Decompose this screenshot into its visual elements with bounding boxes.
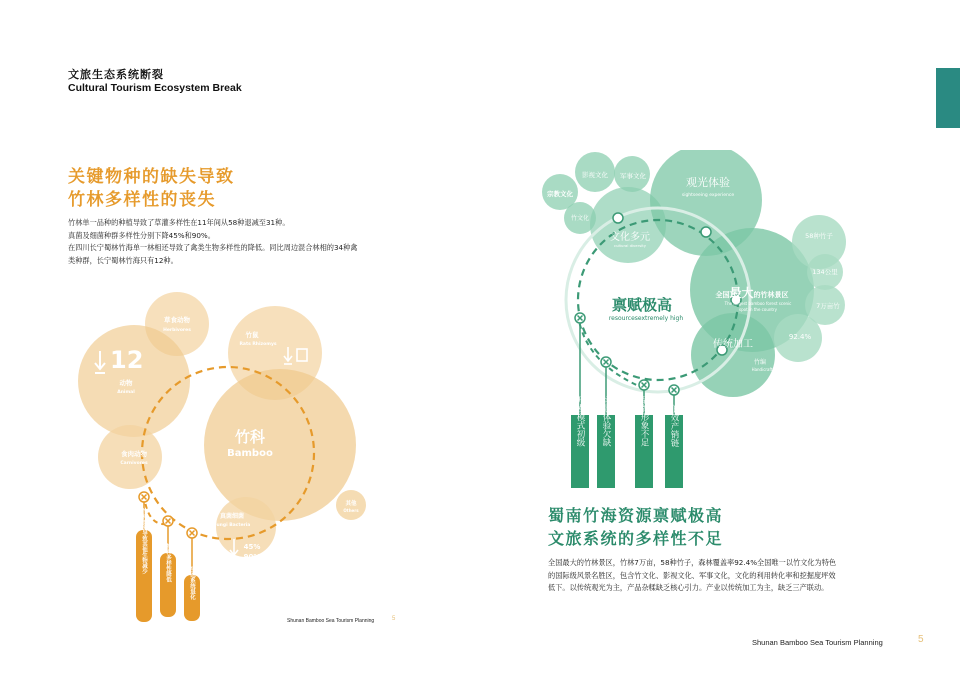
other-label-cn: 其他 [345, 501, 357, 507]
sightseeing-label-cn: 观光体验 [686, 176, 730, 189]
biodiversity-loss-diagram [60, 285, 390, 630]
bamboo-rat-label-en: Rats Rhizomys [239, 342, 277, 347]
stat-forest: 7万亩竹 [816, 302, 840, 310]
effect-bar-1-label: 竹林扩张导致其他生物减少 [141, 508, 147, 574]
left-paragraph: 竹林单一品种的种植导致了草灌多样性在11年间从58种退减至31种。 真菌及细菌种群多样性分别下降45%和90%。 在四川长宁蜀林竹海单一林相还导致了禽类生物多样性的降低。同比周边混合林相的34种禽 类种群，长宁蜀林竹海只有12种。 [68, 218, 358, 265]
left-footer-text: Shunan Bamboo Sea Tourism Planning [287, 618, 375, 624]
fungi-label-en: Fungi Bacteria [213, 523, 251, 528]
right-page-number: 5 [918, 634, 924, 645]
stat-area: 134公里 [812, 268, 838, 276]
section-title-en: Cultural Tourism Ecosystem Break [68, 82, 242, 94]
traditional-label-cn: 传统加工 [713, 339, 753, 350]
traditional-label-2: Handicraft [751, 367, 773, 372]
largest-scenic-label-en-1: The largest bamboo forest scenic [724, 301, 792, 306]
effect-bar-3-label: 生态系统退化 [189, 566, 195, 600]
herbivore-label-cn: 草食动物 [164, 316, 190, 324]
bamboo-rat-label-cn: 竹鼠 [245, 331, 259, 339]
x-marker-icon [639, 380, 649, 390]
resources-label-en: resourcesextremely high [608, 315, 684, 322]
largest-scenic-label-en-2: spot in the country [739, 307, 777, 312]
x-marker-icon [601, 357, 611, 367]
x-marker-icon [669, 385, 679, 395]
x-marker-icon [575, 313, 585, 323]
left-title-line2: 竹林多样性的丧失 [68, 190, 216, 210]
left-title-line1: 关键物种的缺失导致 [68, 167, 235, 187]
animal-bubble [78, 325, 190, 437]
issue-bar-1-label: 开发模式初级 [575, 395, 585, 447]
resource-diversity-diagram [540, 150, 850, 500]
animal-label-cn: 动物 [119, 379, 133, 387]
issue-bar-2-label: 场景体验欠缺 [601, 395, 611, 447]
diverse-culture-label-cn: 文化多元 [610, 232, 650, 243]
herbivore-label-en: Herbivores [163, 328, 191, 333]
x-marker-icon [163, 516, 173, 526]
section-tab-marker [936, 68, 960, 128]
resources-label-cn: 禀赋极高 [611, 296, 673, 314]
other-label-en: Others [343, 508, 359, 513]
bamboo-label-cn: 竹科 [234, 428, 266, 446]
issue-bar-3-label: 品牌形象不足 [639, 395, 649, 447]
issue-bar-4-label: 低效产销链 [669, 404, 679, 448]
diverse-culture-label-en: cultural diversity [614, 243, 646, 248]
effect-bar-2-label: 物种多样性降低 [165, 543, 171, 583]
religious-culture-label: 宗教文化 [547, 190, 573, 198]
film-culture-label: 影视文化 [582, 171, 608, 179]
fungi-pct-1: 45% [243, 543, 261, 551]
animal-count: 12 [110, 346, 144, 374]
traditional-label-1: 竹编 [753, 359, 767, 366]
bamboo-culture-label: 竹文化 [570, 215, 590, 222]
x-marker-icon [139, 492, 149, 502]
stat-species: 58种竹子 [805, 232, 833, 240]
largest-scenic-label-cn: 全国最大的竹林景区 [715, 286, 789, 300]
animal-label-en: Animal [117, 390, 135, 395]
right-paragraph: 全国最大的竹林景区，竹林7万亩，58种竹子，森林覆盖率92.4%全国唯一以竹文化为特色 的国际级风景名胜区，包含竹文化、影视文化、军事文化，文化的利用转化率和挖掘度坪效 低下。以传统观光为主，产品杂糅缺乏核心引力。产业以传统加工为主，缺乏三产联动。 [548, 558, 837, 592]
carnivore-label-en: Carnivores [120, 461, 148, 466]
military-culture-label: 军事文化 [620, 172, 646, 180]
right-title-line2: 文旅系统的多样性不足 [548, 529, 724, 548]
sightseeing-label-en: sightseeing experience [681, 193, 735, 198]
right-title-line1: 蜀南竹海资源禀赋极高 [548, 506, 724, 525]
stat-coverage: 92.4% [788, 333, 812, 341]
bamboo-bubble [204, 369, 356, 521]
right-footer-text: Shunan Bamboo Sea Tourism Planning [752, 638, 883, 647]
carnivore-label-cn: 食肉动物 [121, 450, 147, 458]
section-title-cn: 文旅生态系统断裂 [68, 68, 164, 81]
x-marker-icon [187, 528, 197, 538]
bamboo-label-en: Bamboo [227, 448, 273, 459]
fungi-pct-2: 90% [243, 553, 261, 561]
left-page-number: 5 [392, 616, 396, 622]
fungi-label-cn: 真菌细菌 [219, 513, 245, 520]
